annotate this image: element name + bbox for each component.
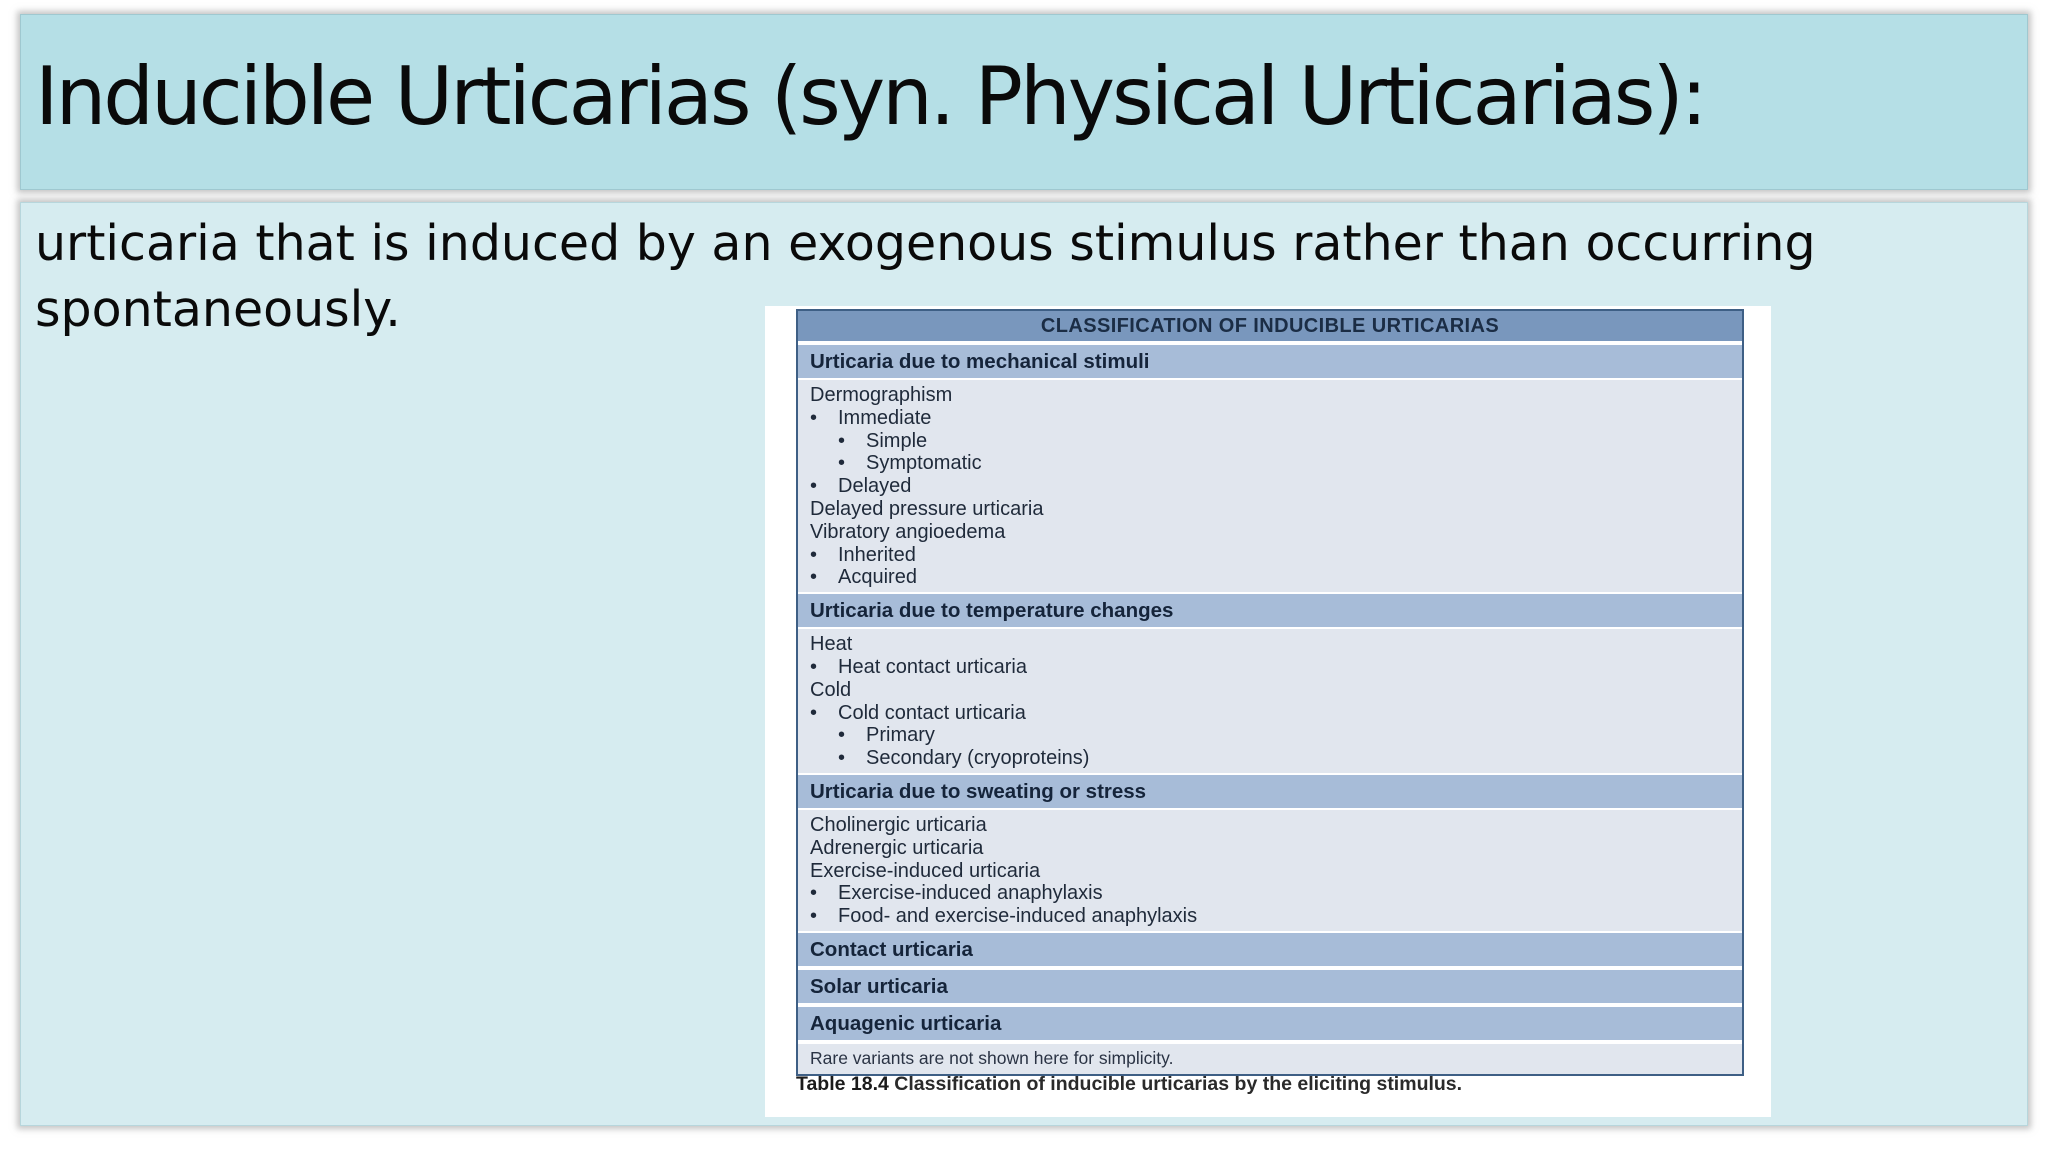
- list-item-text: Inherited: [838, 543, 916, 566]
- list-item: [810, 430, 1742, 453]
- list-item-text: Exercise-induced anaphylaxis: [838, 882, 1103, 905]
- list-item: [810, 633, 1742, 656]
- list-item-text: Primary: [866, 724, 935, 747]
- table-footnote: Rare variants are not shown here for simplicity.: [798, 1042, 1742, 1074]
- list-item-text: Cholinergic urticaria: [810, 813, 987, 836]
- section-heading: Contact urticaria: [798, 931, 1742, 968]
- list-item-text: Symptomatic: [866, 452, 982, 475]
- list-item-text: Cold: [810, 678, 852, 701]
- bullet-icon: •: [810, 905, 818, 928]
- content-panel: [20, 202, 2028, 1126]
- section-heading: Aquagenic urticaria: [798, 1005, 1742, 1042]
- caption-text: Classification of inducible urticarias by the eliciting stimulus.: [894, 1073, 1463, 1095]
- section-heading: Urticaria due to temperature changes: [798, 592, 1742, 629]
- slide-title: Inducible Urticarias (syn. Physical Urticarias):: [35, 50, 1705, 143]
- list-item: [810, 860, 1742, 883]
- list-item: [810, 882, 1742, 905]
- list-item: [810, 566, 1742, 589]
- list-item: [810, 407, 1742, 430]
- table-caption: [796, 1073, 1462, 1096]
- list-item: [810, 747, 1742, 770]
- list-item: [810, 475, 1742, 498]
- bullet-icon: •: [810, 543, 818, 566]
- list-item-text: Heat: [810, 633, 853, 656]
- bullet-icon: •: [810, 475, 818, 498]
- list-item-text: Cold contact urticaria: [838, 701, 1026, 724]
- section-heading: Urticaria due to mechanical stimuli: [798, 343, 1742, 380]
- list-item: [810, 724, 1742, 747]
- list-item-text: Vibratory angioedema: [810, 520, 1006, 543]
- list-item: [810, 521, 1742, 544]
- list-item-text: Dermographism: [810, 384, 953, 406]
- classification-table-figure: [765, 306, 1771, 1117]
- list-item: [810, 452, 1742, 475]
- list-item-text: Secondary (cryoproteins): [866, 747, 1090, 770]
- classification-table: [796, 309, 1744, 1076]
- list-item: [810, 837, 1742, 860]
- list-item-text: Adrenergic urticaria: [810, 836, 984, 859]
- list-item-text: Acquired: [838, 566, 917, 589]
- section-heading: Urticaria due to sweating or stress: [798, 773, 1742, 810]
- list-item-text: Delayed: [838, 475, 912, 498]
- section-body: [798, 810, 1742, 931]
- caption-label: Table 18.4: [796, 1073, 889, 1095]
- list-item-text: Food- and exercise-induced anaphylaxis: [838, 905, 1198, 928]
- table-sections: [798, 343, 1742, 1042]
- bullet-icon: •: [810, 566, 818, 589]
- bullet-icon: •: [810, 701, 818, 724]
- list-item: [810, 679, 1742, 702]
- bullet-icon: •: [810, 655, 818, 678]
- bullet-icon: •: [810, 406, 818, 429]
- table-title: CLASSIFICATION OF INDUCIBLE URTICARIAS: [798, 311, 1742, 343]
- list-item: [810, 656, 1742, 679]
- bullet-icon: •: [810, 882, 818, 905]
- bullet-icon: •: [838, 429, 846, 452]
- bullet-icon: •: [838, 452, 846, 475]
- intro-text: urticaria that is induced by an exogenous stimulus rather than occurring spontaneously.: [35, 215, 1816, 338]
- list-item-text: Heat contact urticaria: [838, 655, 1027, 678]
- list-item: [810, 498, 1742, 521]
- section-body: [798, 629, 1742, 773]
- section-heading: Solar urticaria: [798, 968, 1742, 1005]
- list-item: [810, 814, 1742, 837]
- list-item: [810, 544, 1742, 567]
- title-bar: [20, 14, 2028, 190]
- bullet-icon: •: [838, 724, 846, 747]
- bullet-icon: •: [838, 747, 846, 770]
- list-item-text: Exercise-induced urticaria: [810, 859, 1041, 882]
- section-body: [798, 380, 1742, 592]
- list-item-text: Simple: [866, 429, 928, 452]
- list-item: [810, 905, 1742, 928]
- list-item: [810, 384, 1742, 407]
- list-item: [810, 702, 1742, 725]
- list-item-text: Delayed pressure urticaria: [810, 497, 1044, 520]
- list-item-text: Immediate: [838, 406, 932, 429]
